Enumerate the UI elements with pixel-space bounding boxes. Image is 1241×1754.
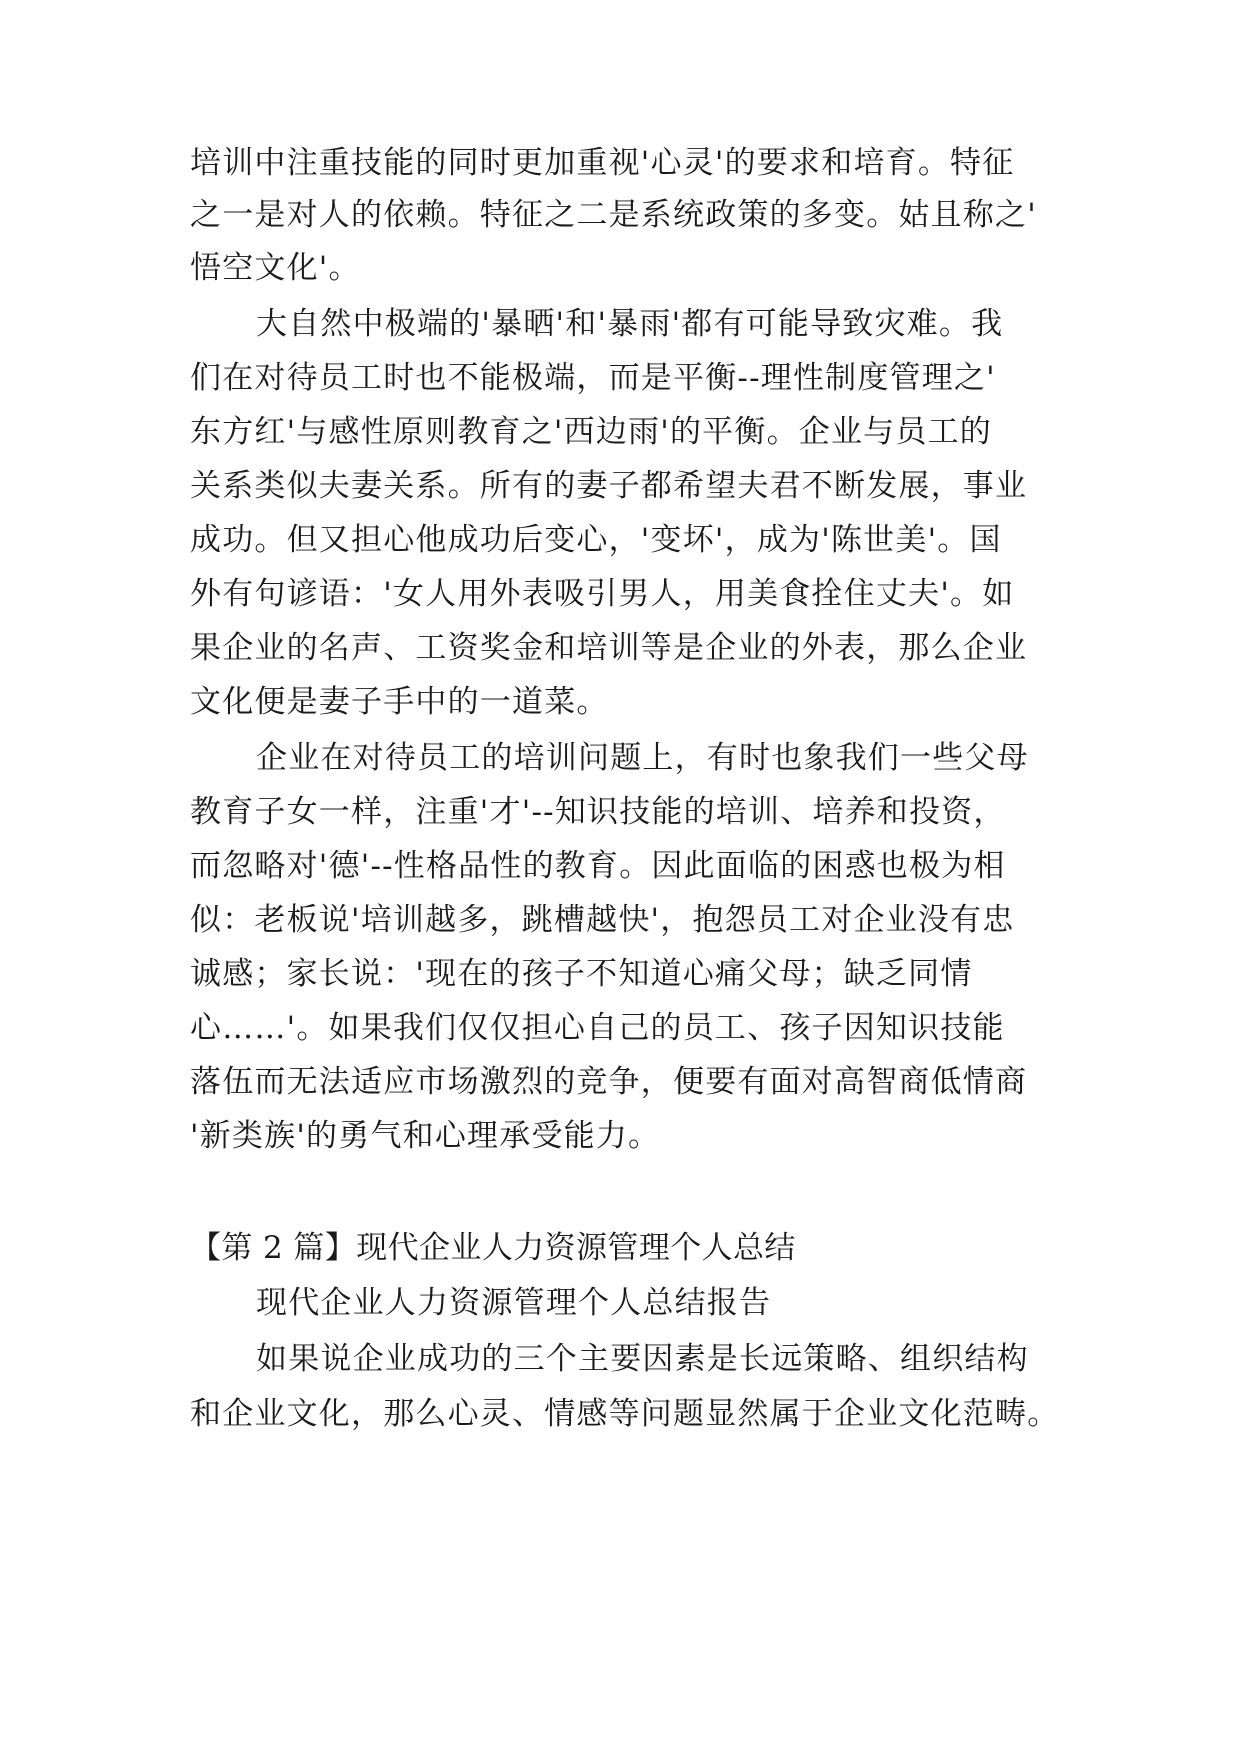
- text-line: 而忽略对'德'--性格品性的教育。因此面临的困惑也极为相: [190, 848, 1006, 884]
- text-line: 们在对待员工时也不能极端，而是平衡--理性制度管理之': [190, 360, 996, 396]
- text-line: 东方红'与感性原则教育之'西边雨'的平衡。企业与员工的: [190, 414, 992, 450]
- text-line: 诚感；家长说：'现在的孩子不知道心痛父母；缺乏同情: [190, 956, 973, 992]
- text-line: 外有句谚语：'女人用外表吸引男人，用美食拴住丈夫'。如: [190, 576, 1015, 612]
- paragraph-first-line: 企业在对待员工的培训问题上，有时也象我们一些父母: [256, 740, 1029, 776]
- text-line: 和企业文化，那么心灵、情感等问题显然属于企业文化范畴。: [190, 1396, 1060, 1432]
- text-line: 教育子女一样，注重'才'--知识技能的培训、培养和投资，: [190, 794, 1006, 830]
- text-line: 之一是对人的依赖。特征之二是系统政策的多变。姑且称之': [190, 197, 1037, 233]
- text-line: 心……'。如果我们仅仅担心自己的员工、孩子因知识技能: [190, 1010, 1005, 1046]
- section-heading: 【第 2 篇】现代企业人力资源管理个人总结: [190, 1230, 796, 1266]
- text-line: 悟空文化'。: [190, 250, 361, 286]
- text-line: 落伍而无法适应市场激烈的竞争，便要有面对高智商低情商: [190, 1064, 1028, 1100]
- text-line: 文化便是妻子手中的一道菜。: [190, 684, 609, 720]
- paragraph-first-line: 大自然中极端的'暴晒'和'暴雨'都有可能导致灾难。我: [256, 306, 1004, 342]
- text-line: 果企业的名声、工资奖金和培训等是企业的外表，那么企业: [190, 630, 1028, 666]
- section-subtitle: 现代企业人力资源管理个人总结报告: [256, 1285, 772, 1321]
- text-line: 成功。但又担心他成功后变心，'变坏'，成为'陈世美'。国: [190, 522, 1002, 558]
- text-line: 关系类似夫妻关系。所有的妻子都希望夫君不断发展，事业: [190, 468, 1028, 504]
- paragraph-first-line: 如果说企业成功的三个主要因素是长远策略、组织结构: [256, 1341, 1029, 1377]
- text-line: 似：老板说'培训越多，跳槽越快'，抱怨员工对企业没有忠: [190, 902, 1015, 938]
- text-line: 培训中注重技能的同时更加重视'心灵'的要求和培育。特征: [190, 145, 1015, 181]
- text-line: '新类族'的勇气和心理承受能力。: [190, 1118, 661, 1154]
